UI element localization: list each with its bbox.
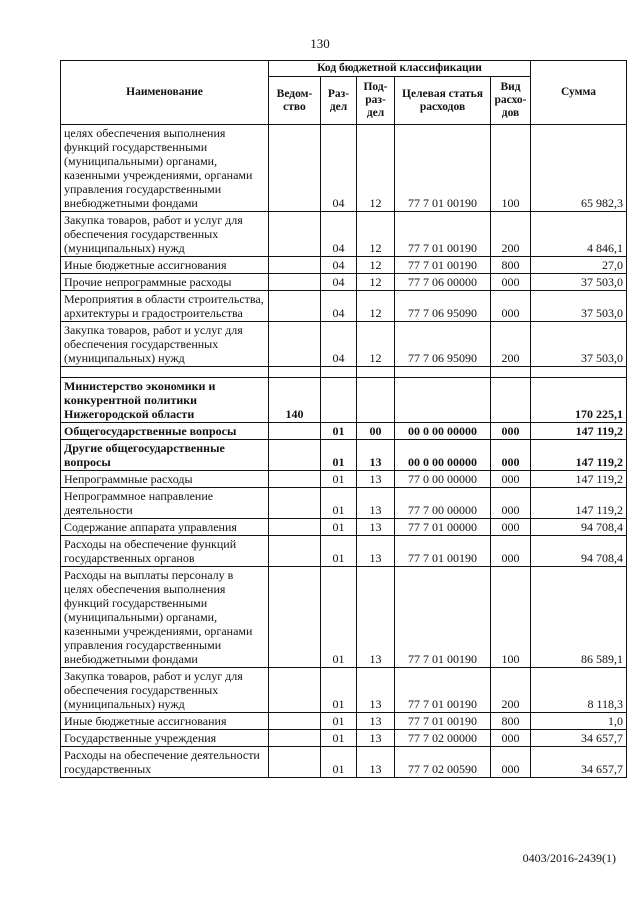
cell-amount: 8 118,3 (531, 668, 627, 713)
cell-expense-type: 000 (491, 730, 531, 747)
cell-section: 01 (321, 567, 357, 668)
cell-subsection: 13 (357, 747, 395, 778)
cell-name: Государственные учреждения (61, 730, 269, 747)
cell-name: Закупка товаров, работ и услуг для обеспечения государственных (муниципальных) нужд (61, 322, 269, 367)
cell-amount: 65 982,3 (531, 125, 627, 212)
cell-subsection: 12 (357, 274, 395, 291)
table-row (61, 567, 627, 668)
cell-amount: 147 119,2 (531, 440, 627, 471)
cell-section: 04 (321, 212, 357, 257)
cell-target: 77 7 01 00190 (395, 212, 491, 257)
cell-name: Прочие непрограммные расходы (61, 274, 269, 291)
cell-ministry (269, 212, 321, 257)
table-row (61, 212, 627, 257)
table-row (61, 322, 627, 367)
cell-ministry (269, 274, 321, 291)
spacer-cell (61, 367, 269, 378)
cell-expense-type: 000 (491, 291, 531, 322)
cell-ministry (269, 567, 321, 668)
cell-expense-type (491, 378, 531, 423)
cell-amount: 34 657,7 (531, 730, 627, 747)
cell-target: 77 7 01 00000 (395, 519, 491, 536)
cell-expense-type: 000 (491, 423, 531, 440)
cell-subsection: 13 (357, 471, 395, 488)
cell-expense-type: 200 (491, 212, 531, 257)
cell-target: 77 7 06 95090 (395, 322, 491, 367)
cell-subsection (357, 378, 395, 423)
header-target: Целевая статья расходов (395, 77, 491, 125)
cell-ministry (269, 471, 321, 488)
cell-name: Расходы на выплаты персоналу в целях обеспечения выполнения функций государственными (муниципальными) органами, казенными учреждениями, органами управления государственными внебюджетными фондами (61, 567, 269, 668)
page-number: 130 (310, 36, 330, 51)
header-name: Наименование (61, 61, 269, 125)
table-row (61, 713, 627, 730)
cell-name: Иные бюджетные ассигнования (61, 257, 269, 274)
cell-subsection: 13 (357, 668, 395, 713)
cell-target: 77 7 01 00190 (395, 257, 491, 274)
cell-subsection: 13 (357, 519, 395, 536)
cell-ministry (269, 713, 321, 730)
table-row (61, 730, 627, 747)
header-code-group: Код бюджетной классификации (269, 61, 531, 77)
cell-target: 77 7 06 00000 (395, 274, 491, 291)
cell-name: Непрограммное направление деятельности (61, 488, 269, 519)
table-row (61, 747, 627, 778)
cell-target: 77 0 00 00000 (395, 471, 491, 488)
cell-expense-type: 000 (491, 519, 531, 536)
cell-name: Общегосударственные вопросы (61, 423, 269, 440)
cell-expense-type: 000 (491, 488, 531, 519)
spacer-cell (491, 367, 531, 378)
cell-subsection: 13 (357, 730, 395, 747)
cell-amount: 94 708,4 (531, 519, 627, 536)
table-row (61, 488, 627, 519)
cell-name: Иные бюджетные ассигнования (61, 713, 269, 730)
cell-amount: 147 119,2 (531, 488, 627, 519)
cell-target: 77 7 01 00190 (395, 567, 491, 668)
cell-section: 01 (321, 747, 357, 778)
cell-amount: 27,0 (531, 257, 627, 274)
cell-subsection: 13 (357, 536, 395, 567)
cell-ministry (269, 747, 321, 778)
cell-amount: 37 503,0 (531, 322, 627, 367)
table-body (61, 125, 627, 778)
cell-amount: 37 503,0 (531, 274, 627, 291)
cell-expense-type: 000 (491, 440, 531, 471)
cell-ministry (269, 519, 321, 536)
header-section: Раз-дел (321, 77, 357, 125)
cell-ministry (269, 423, 321, 440)
cell-ministry: 140 (269, 378, 321, 423)
cell-subsection: 12 (357, 257, 395, 274)
cell-name: Закупка товаров, работ и услуг для обеспечения государственных (муниципальных) нужд (61, 212, 269, 257)
cell-target (395, 378, 491, 423)
cell-name: Другие общегосударственные вопросы (61, 440, 269, 471)
table-row (61, 274, 627, 291)
cell-section: 01 (321, 519, 357, 536)
spacer-cell (321, 367, 357, 378)
cell-section: 01 (321, 536, 357, 567)
cell-subsection: 12 (357, 291, 395, 322)
table-row (61, 536, 627, 567)
cell-name: Расходы на обеспечение деятельности государственных (61, 747, 269, 778)
cell-name: Непрограммные расходы (61, 471, 269, 488)
document-code: 0403/2016-2439(1) (522, 851, 616, 865)
cell-ministry (269, 668, 321, 713)
cell-section: 04 (321, 322, 357, 367)
cell-expense-type: 100 (491, 125, 531, 212)
cell-section: 01 (321, 488, 357, 519)
cell-section: 04 (321, 257, 357, 274)
table-row (61, 471, 627, 488)
cell-expense-type: 200 (491, 668, 531, 713)
cell-amount: 170 225,1 (531, 378, 627, 423)
cell-subsection: 12 (357, 322, 395, 367)
cell-amount: 94 708,4 (531, 536, 627, 567)
header-subsection: Под-раз-дел (357, 77, 395, 125)
cell-expense-type: 100 (491, 567, 531, 668)
cell-section (321, 378, 357, 423)
cell-subsection: 13 (357, 440, 395, 471)
cell-name: Министерство экономики и конкурентной политики Нижегородской области (61, 378, 269, 423)
budget-table (60, 60, 627, 778)
cell-target: 00 0 00 00000 (395, 440, 491, 471)
table-row (61, 519, 627, 536)
cell-subsection: 13 (357, 713, 395, 730)
table-row (61, 125, 627, 212)
cell-section: 01 (321, 440, 357, 471)
cell-expense-type: 000 (491, 471, 531, 488)
cell-amount: 86 589,1 (531, 567, 627, 668)
cell-name: целях обеспечения выполнения функций государственными (муниципальными) органами, казенными учреждениями, органами управления государственными внебюджетными фондами (61, 125, 269, 212)
cell-name: Содержание аппарата управления (61, 519, 269, 536)
cell-section: 04 (321, 125, 357, 212)
cell-subsection: 12 (357, 212, 395, 257)
cell-expense-type: 000 (491, 536, 531, 567)
spacer-cell (269, 367, 321, 378)
table-header (61, 61, 627, 125)
cell-target: 77 7 06 95090 (395, 291, 491, 322)
cell-section: 04 (321, 274, 357, 291)
cell-name: Расходы на обеспечение функций государственных органов (61, 536, 269, 567)
cell-ministry (269, 440, 321, 471)
cell-section: 01 (321, 668, 357, 713)
cell-target: 77 7 01 00190 (395, 668, 491, 713)
header-amount: Сумма (531, 61, 627, 125)
cell-ministry (269, 125, 321, 212)
cell-target: 77 7 00 00000 (395, 488, 491, 519)
spacer-cell (357, 367, 395, 378)
cell-section: 04 (321, 291, 357, 322)
table-row (61, 668, 627, 713)
table-row (61, 291, 627, 322)
cell-target: 77 7 02 00000 (395, 730, 491, 747)
header-expense-type: Вид расхо-дов (491, 77, 531, 125)
cell-ministry (269, 488, 321, 519)
table-row (61, 378, 627, 423)
cell-section: 01 (321, 471, 357, 488)
cell-expense-type: 800 (491, 257, 531, 274)
cell-subsection: 13 (357, 488, 395, 519)
budget-table-container (60, 60, 626, 778)
cell-amount: 34 657,7 (531, 747, 627, 778)
cell-target: 77 7 01 00190 (395, 125, 491, 212)
cell-amount: 37 503,0 (531, 291, 627, 322)
cell-target: 77 7 01 00190 (395, 536, 491, 567)
table-row (61, 423, 627, 440)
cell-target: 00 0 00 00000 (395, 423, 491, 440)
cell-target: 77 7 01 00190 (395, 713, 491, 730)
cell-amount: 147 119,2 (531, 423, 627, 440)
cell-name: Закупка товаров, работ и услуг для обеспечения государственных (муниципальных) нужд (61, 668, 269, 713)
cell-subsection: 00 (357, 423, 395, 440)
cell-amount: 1,0 (531, 713, 627, 730)
spacer-row (61, 367, 627, 378)
cell-amount: 147 119,2 (531, 471, 627, 488)
cell-subsection: 12 (357, 125, 395, 212)
cell-name: Мероприятия в области строительства, архитектуры и градостроительства (61, 291, 269, 322)
cell-expense-type: 000 (491, 274, 531, 291)
cell-subsection: 13 (357, 567, 395, 668)
cell-ministry (269, 322, 321, 367)
cell-expense-type: 200 (491, 322, 531, 367)
cell-section: 01 (321, 730, 357, 747)
cell-section: 01 (321, 713, 357, 730)
cell-target: 77 7 02 00590 (395, 747, 491, 778)
cell-ministry (269, 257, 321, 274)
spacer-cell (395, 367, 491, 378)
header-ministry: Ведом-ство (269, 77, 321, 125)
cell-ministry (269, 291, 321, 322)
table-row (61, 440, 627, 471)
cell-expense-type: 000 (491, 747, 531, 778)
cell-ministry (269, 536, 321, 567)
cell-expense-type: 800 (491, 713, 531, 730)
cell-section: 01 (321, 423, 357, 440)
table-row (61, 257, 627, 274)
spacer-cell (531, 367, 627, 378)
cell-amount: 4 846,1 (531, 212, 627, 257)
cell-ministry (269, 730, 321, 747)
